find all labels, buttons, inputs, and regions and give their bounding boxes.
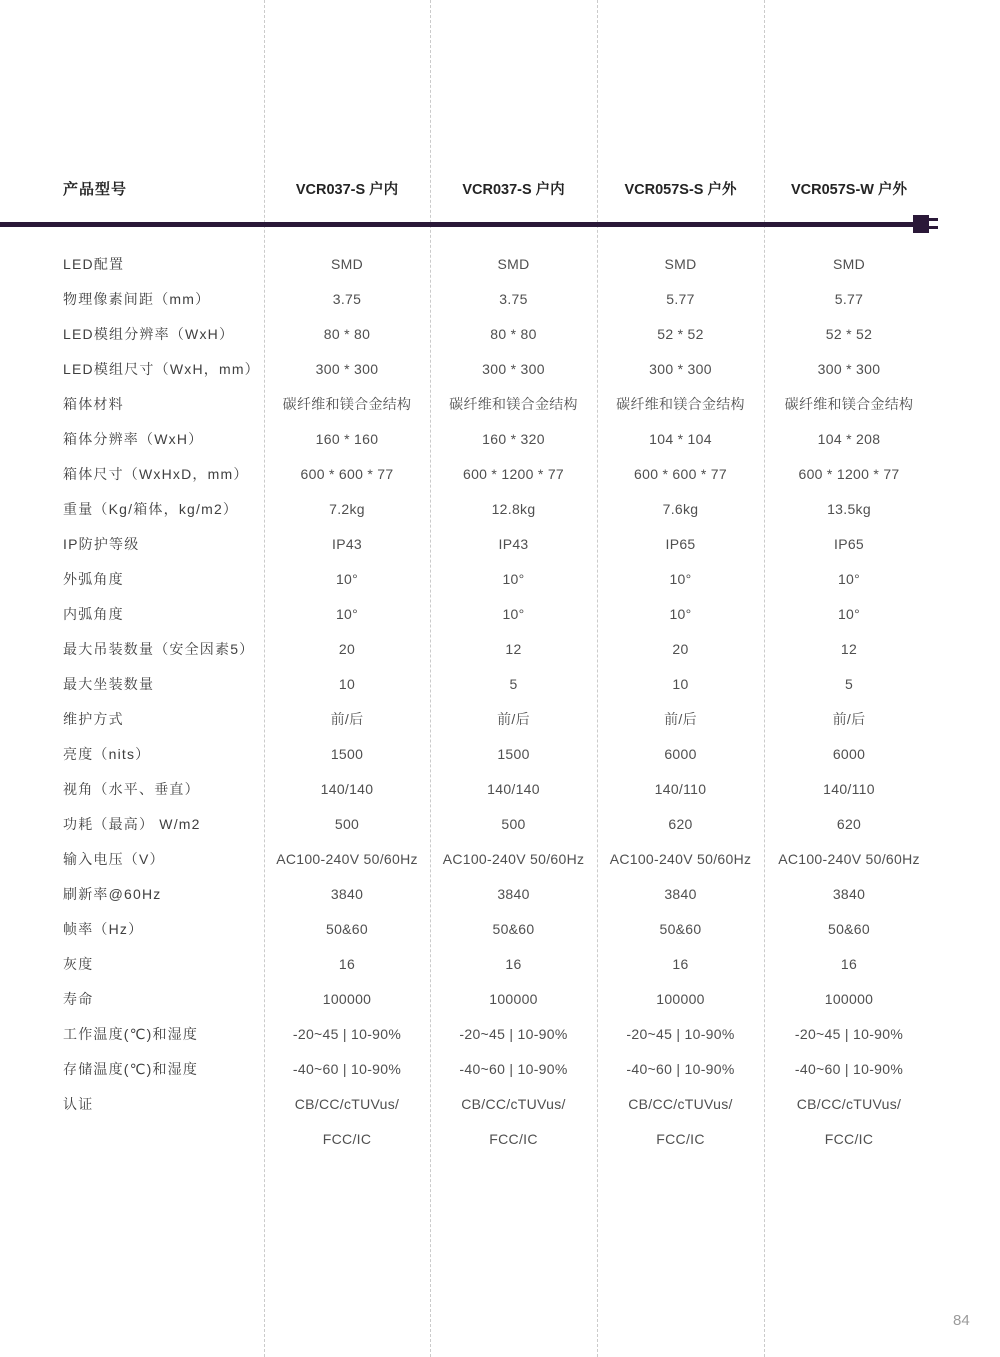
row-label: LED模组尺寸（WxH，mm） [63, 360, 260, 377]
row-label: 寿命 [63, 990, 94, 1007]
row-label: LED配置 [63, 255, 125, 272]
row-value: 碳纤维和镁合金结构 [616, 395, 745, 412]
row-value: -40~60 | 10-90% [459, 1060, 568, 1077]
row-label: 维护方式 [63, 710, 124, 727]
row-value: 16 [338, 955, 356, 972]
row-value: 100000 [824, 990, 874, 1007]
header-rule [0, 222, 918, 227]
row-value: 100000 [656, 990, 705, 1007]
table-row [0, 1051, 1000, 1086]
table-row [0, 351, 1000, 386]
row-value: 6000 [664, 745, 697, 762]
row-label: 亮度（nits） [63, 745, 151, 762]
table-row [0, 701, 1000, 736]
table-row [0, 526, 1000, 561]
row-value: IP65 [665, 535, 696, 552]
row-value: SMD [832, 255, 865, 272]
row-value: IP43 [498, 535, 529, 552]
row-value: 500 [501, 815, 526, 832]
row-value: 前/后 [330, 710, 364, 727]
row-value: -40~60 | 10-90% [292, 1060, 402, 1077]
row-value: 50&60 [828, 920, 870, 937]
row-label: 箱体分辨率（WxH） [63, 430, 204, 447]
table-row [0, 246, 1000, 281]
row-value: FCC/IC [824, 1130, 874, 1147]
row-value: 3.75 [499, 290, 528, 307]
row-value: 300 * 300 [649, 360, 712, 377]
row-value: 50&60 [659, 920, 702, 937]
row-value: 12 [840, 640, 858, 657]
row-value: 16 [505, 955, 522, 972]
row-value: 10° [502, 605, 525, 622]
table-header [0, 176, 1000, 204]
table-row [0, 491, 1000, 526]
table-header-label: 产品型号 [63, 181, 128, 198]
row-value: FCC/IC [489, 1130, 538, 1147]
row-value: AC100-240V 50/60Hz [778, 850, 920, 867]
row-label: 认证 [63, 1095, 94, 1112]
row-value: SMD [664, 255, 697, 272]
row-value: 3840 [330, 885, 364, 902]
table-row [0, 876, 1000, 911]
row-label: 物理像素间距（mm） [63, 290, 211, 307]
row-value: 600 * 1200 * 77 [798, 465, 900, 482]
row-value: CB/CC/cTUVus/ [628, 1095, 733, 1112]
row-value: 10° [502, 570, 525, 587]
column-header-model-2: VCR037-S 户内 [462, 182, 565, 198]
column-header-model-3: VCR057S-S 户外 [624, 182, 737, 198]
row-value: IP65 [834, 535, 864, 552]
table-row [0, 631, 1000, 666]
row-value: 80 * 80 [323, 325, 371, 342]
table-row [0, 596, 1000, 631]
row-value: 20 [338, 640, 356, 657]
plug-prong [929, 218, 938, 221]
row-value: 3840 [832, 885, 866, 902]
row-value: 7.2kg [329, 500, 365, 517]
table-row [0, 421, 1000, 456]
row-value: 140/110 [654, 780, 707, 797]
row-value: 500 [334, 815, 360, 832]
row-value: 3840 [664, 885, 697, 902]
row-value: 5 [509, 675, 518, 692]
row-value: 16 [840, 955, 858, 972]
table-row [0, 281, 1000, 316]
row-value: IP43 [332, 535, 362, 552]
row-value: 10° [335, 570, 359, 587]
row-value: 10 [672, 675, 689, 692]
row-value: -40~60 | 10-90% [794, 1060, 904, 1077]
table-row [0, 981, 1000, 1016]
row-label: 视角（水平、垂直） [63, 780, 200, 797]
row-value: 300 * 300 [482, 360, 545, 377]
row-value: 300 * 300 [817, 360, 881, 377]
column-header-model-4: VCR057S-W 户外 [790, 182, 908, 198]
plug-prong [929, 226, 938, 229]
row-value: 碳纤维和镁合金结构 [449, 395, 578, 412]
row-label: 最大坐装数量 [63, 675, 155, 692]
row-value: 600 * 600 * 77 [300, 465, 394, 482]
table-row [0, 561, 1000, 596]
row-label: 最大吊装数量（安全因素5） [63, 640, 255, 657]
table-row [0, 666, 1000, 701]
plug-icon [913, 215, 929, 233]
row-label: 灰度 [63, 955, 94, 972]
row-value: 52 * 52 [825, 325, 873, 342]
row-value: -20~45 | 10-90% [292, 1025, 402, 1042]
row-value: 104 * 104 [649, 430, 712, 447]
row-value: 50&60 [492, 920, 535, 937]
row-value: 10 [338, 675, 356, 692]
table-row [0, 736, 1000, 771]
row-value: -20~45 | 10-90% [459, 1025, 568, 1042]
row-label: 箱体材料 [63, 395, 124, 412]
table-row [0, 1121, 1000, 1156]
row-value: 碳纤维和镁合金结构 [282, 395, 412, 412]
row-value: 5.77 [834, 290, 864, 307]
row-value: 6000 [832, 745, 866, 762]
table-row [0, 946, 1000, 981]
row-value: 前/后 [832, 710, 866, 727]
table-row [0, 316, 1000, 351]
row-value: 140/140 [320, 780, 374, 797]
row-value: CB/CC/cTUVus/ [294, 1095, 400, 1112]
row-label: 内弧角度 [63, 605, 124, 622]
row-value: AC100-240V 50/60Hz [442, 850, 585, 867]
row-value: 前/后 [664, 710, 697, 727]
page-number: 84 [953, 1312, 970, 1329]
row-value: 100000 [489, 990, 538, 1007]
row-value: -20~45 | 10-90% [794, 1025, 904, 1042]
row-value: 碳纤维和镁合金结构 [784, 395, 914, 412]
row-value: FCC/IC [322, 1130, 372, 1147]
row-value: 12.8kg [491, 500, 536, 517]
row-value: AC100-240V 50/60Hz [276, 850, 418, 867]
row-label: 重量（Kg/箱体，kg/m2） [63, 500, 239, 517]
row-value: SMD [330, 255, 363, 272]
row-value: 10° [335, 605, 359, 622]
row-value: 600 * 1200 * 77 [462, 465, 565, 482]
row-value: 16 [672, 955, 689, 972]
row-value: 140/110 [823, 780, 875, 797]
row-value: 3840 [497, 885, 530, 902]
row-label: LED模组分辨率（WxH） [63, 325, 235, 342]
table-row [0, 1086, 1000, 1121]
table-row [0, 841, 1000, 876]
row-value: 620 [836, 815, 862, 832]
row-value: -40~60 | 10-90% [626, 1060, 735, 1077]
row-value: 3.75 [332, 290, 362, 307]
row-value: 10° [837, 605, 861, 622]
row-label: 工作温度(℃)和湿度 [63, 1025, 199, 1042]
table-row [0, 456, 1000, 491]
spec-table-body [0, 246, 1000, 1156]
row-value: 13.5kg [827, 500, 871, 517]
row-label: IP防护等级 [63, 535, 140, 552]
row-label: 箱体尺寸（WxHxD，mm） [63, 465, 249, 482]
row-label: 刷新率@60Hz [63, 885, 162, 902]
row-value: 620 [668, 815, 693, 832]
row-label: 输入电压（V） [63, 850, 165, 867]
row-value: -20~45 | 10-90% [626, 1025, 735, 1042]
row-value: AC100-240V 50/60Hz [609, 850, 752, 867]
row-value: 10° [837, 570, 861, 587]
table-row [0, 386, 1000, 421]
row-value: CB/CC/cTUVus/ [461, 1095, 566, 1112]
table-row [0, 1016, 1000, 1051]
row-value: CB/CC/cTUVus/ [796, 1095, 902, 1112]
row-value: 1500 [497, 745, 530, 762]
row-value: 52 * 52 [657, 325, 704, 342]
row-value: 12 [505, 640, 522, 657]
row-value: 104 * 208 [817, 430, 881, 447]
row-value: 5.77 [666, 290, 695, 307]
row-value: 50&60 [326, 920, 368, 937]
row-value: 7.6kg [662, 500, 699, 517]
column-header-model-1: VCR037-S 户内 [295, 182, 399, 198]
row-value: 160 * 320 [482, 430, 545, 447]
row-value: 20 [672, 640, 689, 657]
row-value: 10° [669, 605, 692, 622]
row-label: 功耗（最高） W/m2 [63, 815, 201, 832]
row-value: 100000 [322, 990, 372, 1007]
table-row [0, 771, 1000, 806]
row-value: 300 * 300 [315, 360, 379, 377]
row-value: 160 * 160 [315, 430, 379, 447]
row-value: SMD [497, 255, 530, 272]
row-value: 前/后 [497, 710, 530, 727]
row-value: 600 * 600 * 77 [634, 465, 727, 482]
row-value: 80 * 80 [490, 325, 537, 342]
row-value: FCC/IC [656, 1130, 705, 1147]
row-label: 存储温度(℃)和湿度 [63, 1060, 199, 1077]
table-row [0, 806, 1000, 841]
row-value: 5 [844, 675, 854, 692]
table-row [0, 911, 1000, 946]
row-value: 1500 [330, 745, 364, 762]
row-label: 帧率（Hz） [63, 920, 144, 937]
row-value: 140/140 [487, 780, 540, 797]
row-value: 10° [669, 570, 692, 587]
row-label: 外弧角度 [63, 570, 124, 587]
